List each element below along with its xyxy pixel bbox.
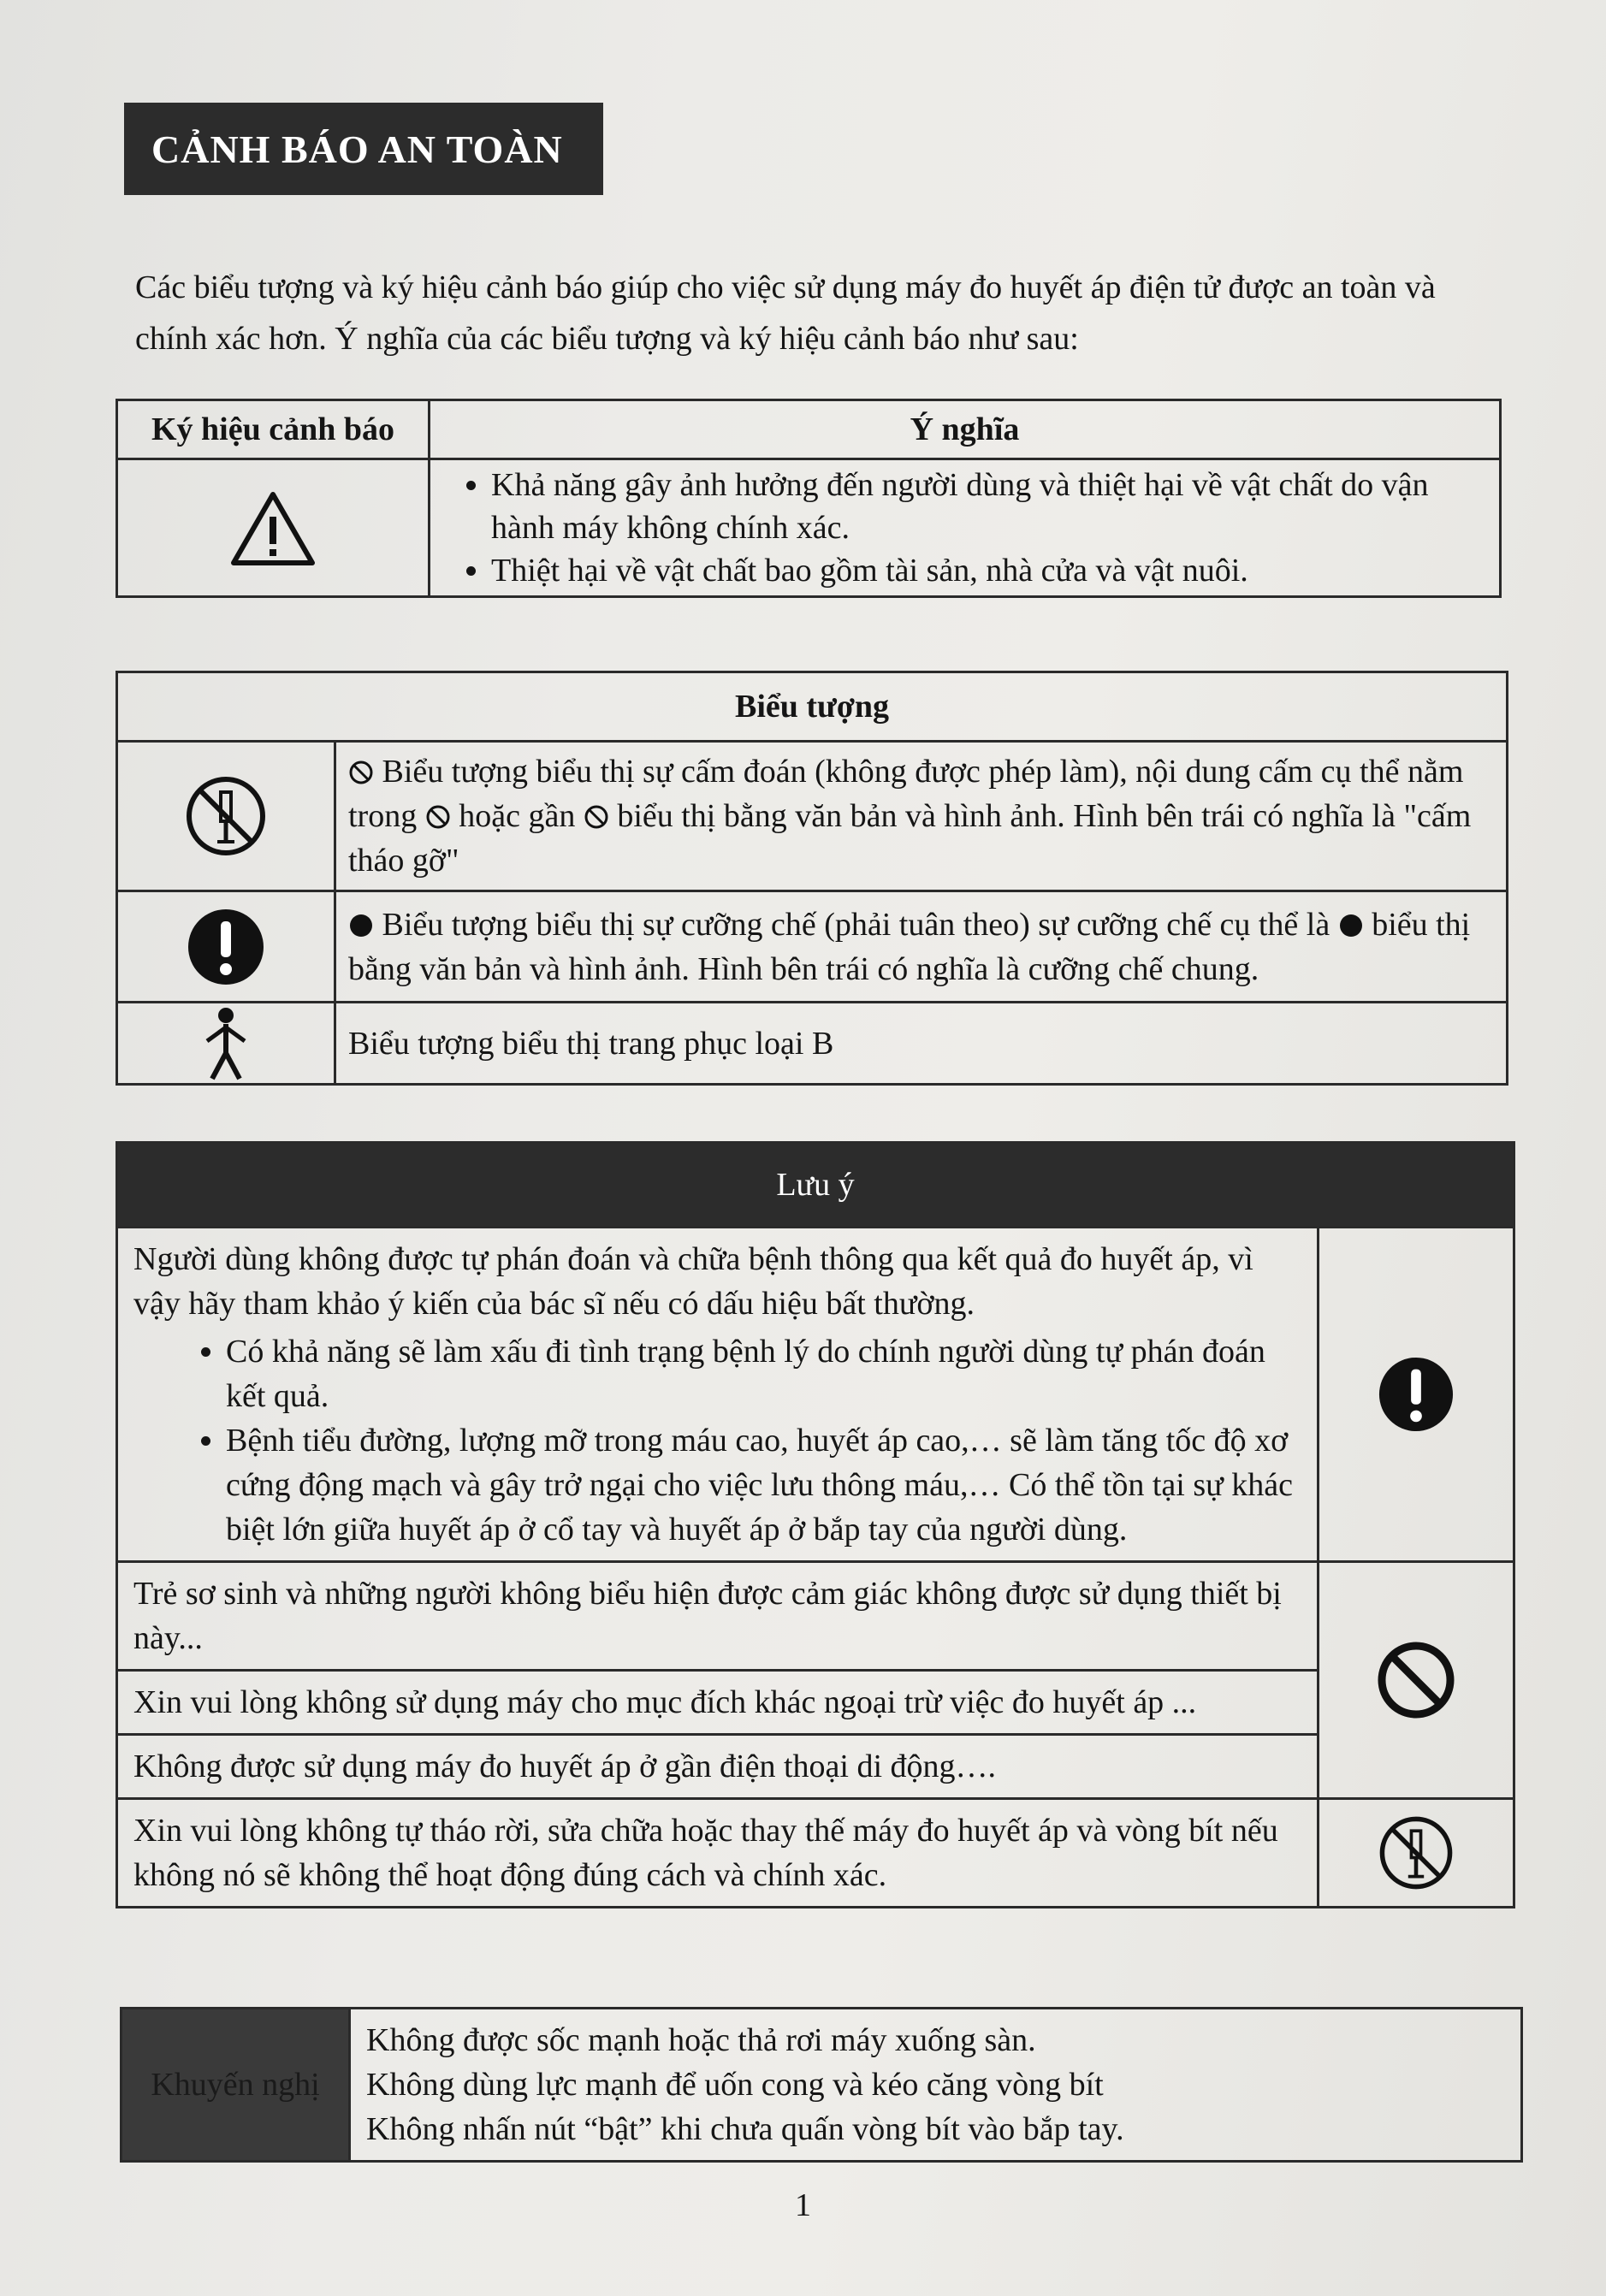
symbols-header: Biểu tượng: [117, 672, 1508, 742]
note-intro: Người dùng không được tự phán đoán và chữa bệnh thông qua kết quả đo huyết áp, vì vậy hãy tham khảo ý kiến của bác sĩ nếu có dấu hiệu bất thường.: [133, 1241, 1253, 1322]
warning-meaning-cell: [430, 459, 1501, 597]
recommendation-label: Khuyến nghị: [121, 2009, 350, 2162]
symbol-description: [335, 742, 1508, 891]
symbol-text: Biểu tượng biểu thị sự cưỡng chế (phải tuân theo) sự cưỡng chế cụ thể là: [382, 906, 1330, 943]
note-icon-cell: [1319, 1799, 1514, 1908]
page-number: 1: [795, 2187, 811, 2223]
col-header-symbol: Ký hiệu cảnh báo: [117, 400, 430, 459]
note-row: Xin vui lòng không tự tháo rời, sửa chữa hoặc thay thế máy đo huyết áp và vòng bít nếu không nó sẽ không thể hoạt động đúng cách và chính xác.: [117, 1799, 1319, 1908]
mandatory-exclamation-icon: [1378, 1356, 1455, 1433]
symbol-cell: [117, 742, 335, 891]
prohibition-icon: [584, 804, 609, 830]
col-header-meaning: Ý nghĩa: [430, 400, 1501, 459]
recommendation-text: [350, 2009, 1522, 2162]
recommendation-line: Không dùng lực mạnh để uốn cong và kéo căng vòng bít: [366, 2067, 1104, 2103]
note-icon-cell: [1319, 1228, 1514, 1562]
recommendation-table: [120, 2007, 1523, 2163]
recommendation-line: Không nhấn nút “bật” khi chưa quấn vòng bít vào bắp tay.: [366, 2111, 1124, 2147]
symbol-description: Biểu tượng biểu thị trang phục loại B: [335, 1003, 1508, 1085]
filled-circle-icon: [348, 913, 374, 938]
symbol-text: Biểu tượng biểu thị sự cấm đoán (không được phép làm), nội dung cấm cụ thể nằm trong: [348, 754, 1464, 834]
note-icon-cell: [1319, 1562, 1514, 1799]
notes-header: Lưu ý: [117, 1143, 1514, 1228]
symbol-description: [335, 891, 1508, 1003]
symbol-cell: [117, 891, 335, 1003]
recommendation-line: Không được sốc mạnh hoặc thả rơi máy xuống sàn.: [366, 2022, 1036, 2058]
prohibition-icon: [348, 760, 374, 785]
page-title: CẢNH BÁO AN TOÀN: [124, 103, 603, 195]
prohibition-icon: [1377, 1641, 1455, 1719]
symbol-text: hoặc gần: [459, 798, 576, 834]
type-b-applied-part-icon: [200, 1005, 252, 1082]
symbol-cell: [117, 1003, 335, 1085]
no-disassembly-icon: [1377, 1814, 1455, 1892]
symbol-text: biểu thị bằng văn bản và hình ảnh. Hình bên trái có nghĩa là "cấm tháo gỡ": [348, 798, 1472, 879]
note-row: Xin vui lòng không sử dụng máy cho mục đích khác ngoại trừ việc đo huyết áp ...: [117, 1671, 1319, 1735]
warning-symbol-cell: [117, 459, 430, 597]
warning-meaning-list: [431, 464, 1498, 592]
note-row: Không được sử dụng máy đo huyết áp ở gần điện thoại di động….: [117, 1735, 1319, 1799]
list-item: • Bệnh tiểu đường, lượng mỡ trong máu cao, huyết áp cao,… sẽ làm tăng tốc độ xơ cứng động mạch và gây trở ngại cho việc lưu thông máu,… Có thể tồn tại sự khác biệt lớn giữa huyết áp ở cổ tay và huyết áp ở bắp tay của người dùng.: [226, 1418, 1301, 1552]
prohibition-icon: [425, 804, 451, 830]
notes-table: [116, 1141, 1515, 1908]
list-item: • Thiệt hại về vật chất bao gồm tài sản, nhà cửa và vật nuôi.: [491, 549, 1498, 592]
note-row: Trẻ sơ sinh và những người không biểu hiện được cảm giác không được sử dụng thiết bị này...: [117, 1562, 1319, 1671]
intro-paragraph: Các biểu tượng và ký hiệu cảnh báo giúp cho việc sử dụng máy đo huyết áp điện tử được an toàn và chính xác hơn. Ý nghĩa của các biểu tượng và ký hiệu cảnh báo như sau:: [135, 269, 1436, 357]
warning-triangle-icon: [230, 489, 316, 566]
warning-symbol-table: [116, 399, 1502, 598]
note-list: [133, 1329, 1301, 1552]
symbols-table: [116, 671, 1508, 1086]
filled-circle-icon: [1338, 913, 1364, 938]
list-item: • Có khả năng sẽ làm xấu đi tình trạng bệnh lý do chính người dùng tự phán đoán kết quả.: [226, 1329, 1301, 1418]
mandatory-exclamation-icon: [187, 908, 265, 986]
list-item: • Khả năng gây ảnh hưởng đến người dùng và thiệt hại về vật chất do vận hành máy không chính xác.: [491, 464, 1498, 549]
symbol-text: biểu thị bằng văn bản và hình ảnh. Hình bên trái có nghĩa là cưỡng chế chung.: [348, 906, 1471, 987]
no-disassembly-icon: [183, 773, 269, 859]
note-block: [117, 1228, 1319, 1562]
